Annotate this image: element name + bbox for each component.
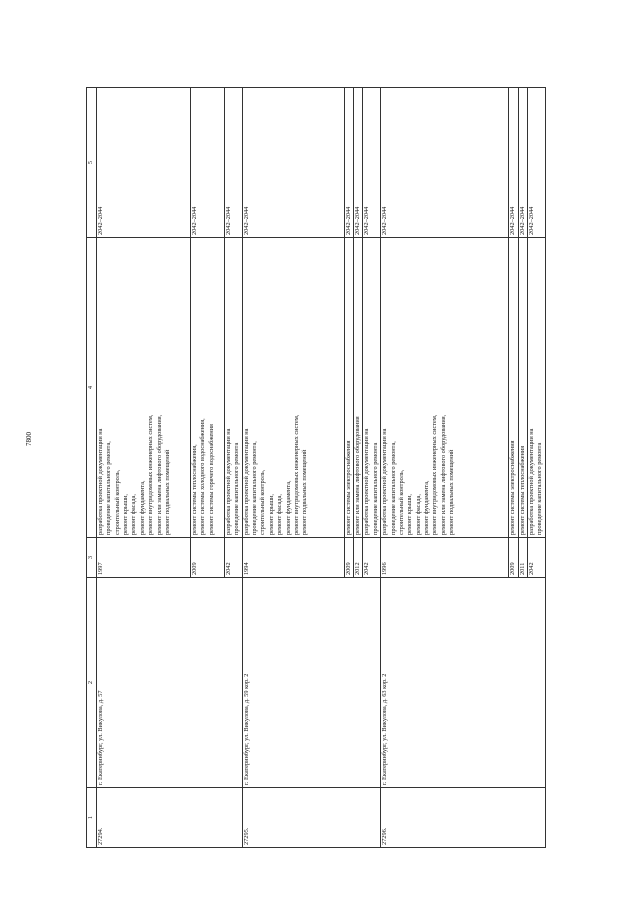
work-item: ремонт системы теплоснабжения <box>518 445 526 535</box>
work-item: ремонт внутридомовых инженерных систем, <box>147 414 155 535</box>
work-item: ремонт подвальных помещений <box>448 449 456 535</box>
table-row <box>381 88 509 848</box>
work-item: строительный контроль, <box>259 469 267 535</box>
work-item: ремонт или замена лифтового оборудования, <box>439 414 447 535</box>
entry-works <box>354 238 363 538</box>
work-item: ремонт системы горячего водоснабжения <box>207 424 215 535</box>
work-item: разработка проектной документации на <box>225 428 232 535</box>
header-col-4: 4 <box>87 238 97 538</box>
entry-works <box>225 238 243 538</box>
work-item: строительный контроль, <box>113 469 121 535</box>
header-col-2: 2 <box>87 578 97 788</box>
entry-period: 2042–2044 <box>381 88 509 238</box>
building-address: г. Екатеринбург, ул. Викулова, д. 59 кор. 2 <box>242 578 380 788</box>
work-item: ремонт фундамента, <box>284 480 292 535</box>
work-item: ремонт крыши, <box>122 493 130 535</box>
table-header-row <box>87 88 97 848</box>
building-number: 27295. <box>242 788 380 848</box>
work-item: ремонт фасада, <box>414 494 422 535</box>
work-item: разработка проектной документации на <box>97 428 104 535</box>
entry-works <box>191 238 225 538</box>
entry-period: 2042–2044 <box>225 88 243 238</box>
work-item: ремонт внутридомовых инженерных систем, <box>292 414 300 535</box>
page-number-text: 7800 <box>25 432 33 446</box>
work-item: проведение капитального ремонта, <box>389 441 397 535</box>
table-row <box>97 88 191 848</box>
entry-period: 2042–2044 <box>509 88 518 238</box>
building-address: г. Екатеринбург, ул. Викулова, д. 63 кор. 2 <box>381 578 545 788</box>
building-number: 27294. <box>97 788 243 848</box>
entry-year: 2009 <box>509 538 518 578</box>
work-item: ремонт подвальных помещений <box>163 449 171 535</box>
entry-works <box>363 238 381 538</box>
entry-works <box>381 238 509 538</box>
table-body <box>87 88 546 848</box>
work-item: проведение капитального ремонта, <box>105 441 113 535</box>
work-item: проведение капитального ремонта <box>371 442 379 535</box>
entry-period: 2042–2044 <box>97 88 191 238</box>
work-item: ремонт или замена лифтового оборудования <box>354 416 362 535</box>
repair-schedule-table <box>86 87 546 848</box>
work-item: ремонт крыши, <box>267 493 275 535</box>
work-item: разработка проектной документации на <box>363 428 371 535</box>
repair-schedule-table-wrapper <box>86 88 604 848</box>
work-item: ремонт крыши, <box>406 493 414 535</box>
work-item: ремонт системы холодного водоснабжения, <box>199 418 207 535</box>
entry-works <box>97 238 191 538</box>
entry-year: 2042 <box>527 538 545 578</box>
work-item: ремонт подвальных помещений <box>301 449 309 535</box>
entry-period: 2042–2044 <box>354 88 363 238</box>
entry-year: 2042 <box>363 538 381 578</box>
entry-year: 1997 <box>97 538 191 578</box>
work-item: ремонт системы электроснабжения <box>509 440 517 535</box>
entry-works <box>242 238 344 538</box>
header-col-1: 1 <box>87 788 97 848</box>
entry-period: 2042–2044 <box>363 88 381 238</box>
entry-period: 2042–2044 <box>518 88 527 238</box>
entry-year: 1994 <box>242 538 344 578</box>
work-item: проведение капитального ремонта <box>536 442 544 535</box>
entry-year: 1996 <box>381 538 509 578</box>
work-item: разработка проектной документации на <box>242 428 250 535</box>
work-item: проведение капитального ремонта <box>233 442 241 535</box>
entry-year: 2012 <box>354 538 363 578</box>
work-item: ремонт системы теплоснабжения, <box>191 444 198 535</box>
building-address: г. Екатеринбург, ул. Викулова, д. 57 <box>97 578 243 788</box>
entry-works <box>518 238 527 538</box>
work-item: строительный контроль, <box>397 469 405 535</box>
header-col-5: 5 <box>87 88 97 238</box>
entry-works <box>509 238 518 538</box>
entry-period: 2042–2044 <box>191 88 225 238</box>
entry-works <box>344 238 353 538</box>
entry-works <box>527 238 545 538</box>
building-number: 27296. <box>381 788 545 848</box>
work-item: ремонт фундамента, <box>422 480 430 535</box>
work-item: ремонт фасада, <box>276 494 284 535</box>
entry-year: 2009 <box>344 538 353 578</box>
work-item: разработка проектной документации на <box>527 428 535 535</box>
work-item: ремонт внутридомовых инженерных систем, <box>431 414 439 535</box>
work-item: проведение капитального ремонта, <box>251 441 259 535</box>
work-item: разработка проектной документации на <box>381 428 389 535</box>
entry-year: 2009 <box>191 538 225 578</box>
table-row <box>242 88 344 848</box>
entry-period: 2042–2044 <box>242 88 344 238</box>
entry-year: 2042 <box>225 538 243 578</box>
entry-year: 2011 <box>518 538 527 578</box>
work-item: ремонт или замена лифтового оборудования, <box>155 414 163 535</box>
work-item: ремонт фундамента, <box>138 480 146 535</box>
work-item: ремонт системы электроснабжения <box>344 440 352 535</box>
work-item: ремонт фасада, <box>130 494 138 535</box>
header-col-3: 3 <box>87 538 97 578</box>
entry-period: 2042–2044 <box>527 88 545 238</box>
entry-period: 2042–2044 <box>344 88 353 238</box>
